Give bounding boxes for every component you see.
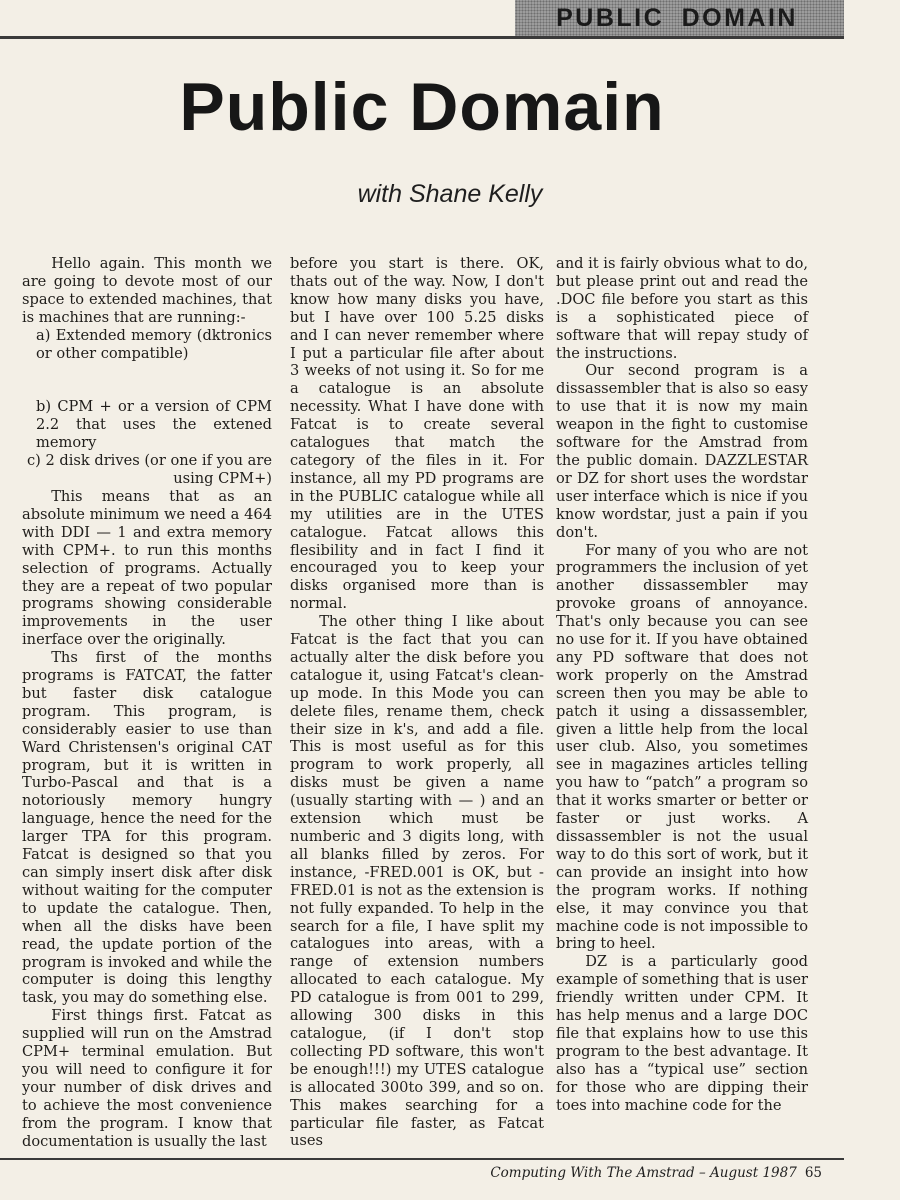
section-header: PUBLIC DOMAIN <box>556 3 798 32</box>
article-column-2 <box>290 255 544 1150</box>
article-column-1 <box>22 255 272 1150</box>
paragraph: DZ is a particularly good example of something that is user friendly written under CPM. It has help menus and a large DOC file that explains how to use this program to the best advantage. It also has a “typical use” section for those who are dipping their toes into machine code for the <box>556 953 808 1114</box>
page-footer <box>490 1165 822 1181</box>
paragraph: Our second program is a dissassembler that is also so easy to use that it is now my main weapon in the fight to customise software for the Amstrad from the public domain. DAZZLESTAR or DZ for short uses the wordstar user interface which is nice if you know wordstar, just a pain if you don't. <box>556 362 808 541</box>
article-byline: with Shane Kelly <box>357 180 543 208</box>
footer-rule <box>0 1158 844 1160</box>
publication-credit: Computing With The Amstrad – August 1987 <box>490 1165 797 1181</box>
paragraph: For many of you who are not programmers the inclusion of yet another dissassembler may provoke groans of annoyance. That's only because you can see no use for it. If you have obtained any PD software that does not work properly on the Amstrad screen then you may be able to patch it using a dissassembler, given a little help from the local user club. Also, you sometimes see in magazines articles telling you haw to “patch” a program so that it works smarter or better or faster or just works. A dissassembler is not the usual way to do this sort of work, but it can provide an insight into how the program works. If nothing else, it may convince you that machine code is not impossible to bring to heel. <box>556 541 808 953</box>
paragraph: before you start is there. OK, thats out of the way. Now, I don't know how many disks you have, but I have over 100 5.25 disks and I can never remember where I put a particular file after about 3 weeks of not using it. So for me a catalogue is an absolute necessity. What I have done with Fatcat is to create several catalogues that match the category of the files in it. For instance, all my PD programs are in the PUBLIC catalogue while all my utilities are in the UTES catalogue. Fatcat allows this flesibility and in fact I find it encouraged you to keep your disks organised more than is normal. <box>290 255 544 613</box>
paragraph: First things first. Fatcat as supplied will run on the Amstrad CPM+ terminal emulation. But you will need to configure it for your number of disk drives and to achieve the most convenience from the program. I know that documentation is usually the last <box>22 1007 272 1150</box>
article-title: Public Domain <box>179 69 665 145</box>
paragraph: Hello again. This month we are going to devote most of our space to extended machines, that is machines that are running:- <box>22 255 272 326</box>
paragraph: This means that as an absolute minimum we need a 464 with DDI — 1 and extra memory with CPM+. to run this months selection of programs. Actually they are a repeat of two popular programs showing considerable improvements in the user inerface over the originally. <box>22 487 272 649</box>
paragraph: The other thing I like about Fatcat is the fact that you can actually alter the disk before you catalogue it, using Fatcat's clean-up mode. In this Mode you can delete files, rename them, check their size in k's, and add a file. This is most useful as for this program to work properly, all disks must be given a name (usually starting with — ) and an extension which must be numberic and 3 digits long, with all blanks filled by zeros. For instance, -FRED.001 is OK, but -FRED.01 is not as the extension is not fully expanded. To help in the search for a file, I have split my catalogues into areas, with a range of extension numbers allocated to each catalogue. My PD catalogue is from 001 to 299, allowing 300 disks in this catalogue, (if I don't stop collecting PD software, this won't be enough!!!) my UTES catalogue is allocated 300to 399, and so on. This makes searching for a particular file faster, as Fatcat uses <box>290 613 544 1150</box>
paragraph: Ths first of the months programs is FATCAT, the fatter but faster disk catalogue program. This program, is considerably easier to use than Ward Christensen's original CAT program, but it is written in Turbo-Pascal and that is a notoriously memory hungry language, hence the need for the larger TPA for this program. Fatcat is designed so that you can simply insert disk after disk without waiting for the computer to update the catalogue. Then, when all the disks have been read, the update portion of the program is invoked and while the computer is doing this lengthy task, you may do something else. <box>22 649 272 1007</box>
header-rule <box>0 36 844 39</box>
list-item: a) Extended memory (dktronics or other compatible) <box>36 326 272 362</box>
list-item: c) 2 disk drives (or one if you are using CPM+) <box>26 452 272 488</box>
paragraph: and it is fairly obvious what to do, but please print out and read the .DOC file before you start as this is a sophisticated piece of software that will repay study of the instructions. <box>556 255 808 362</box>
article-column-3 <box>556 255 808 1135</box>
list-item: b) CPM + or a version of CPM 2.2 that uses the extened memory <box>36 398 272 452</box>
page-number: 65 <box>804 1165 822 1181</box>
section-header-band <box>515 0 844 36</box>
